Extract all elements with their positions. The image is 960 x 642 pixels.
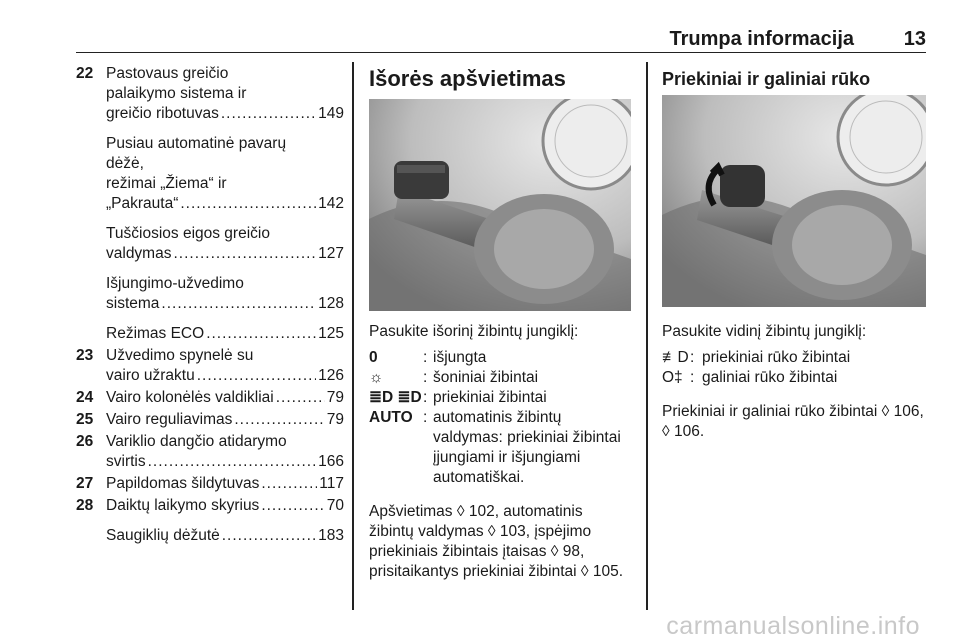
index-entry [76, 346, 344, 386]
dot-leader [148, 452, 317, 472]
entry-leader[interactable] [106, 388, 344, 408]
light-symbol-icon: ☼ [369, 369, 384, 386]
index-entry [76, 410, 344, 430]
page-ref: 70 [326, 497, 344, 514]
symbol-row [369, 408, 631, 488]
symbol-description: priekiniai žibintai [433, 389, 547, 406]
separator: : [423, 389, 428, 406]
dot-leader [261, 474, 317, 494]
index-entry [76, 134, 344, 214]
entry-text: Pusiau automatinė pavarų [106, 135, 287, 152]
page-ref: 149 [318, 105, 344, 122]
entry-text: Saugiklių dėžutė [106, 527, 220, 544]
cross-references: Priekiniai ir galiniai rūko žibintai ◊ 106, ◊ 106. [662, 403, 924, 440]
entry-text: dėžė, [106, 155, 144, 172]
callout-number: 22 [76, 65, 94, 82]
separator: : [690, 349, 695, 366]
index-entry [76, 274, 344, 314]
symbol-description: priekiniai rūko žibintai [702, 349, 851, 366]
dot-leader [261, 496, 324, 516]
dot-leader [276, 388, 325, 408]
page-ref: 79 [326, 411, 344, 428]
entry-text: svirtis [106, 453, 146, 470]
dot-leader [222, 526, 316, 546]
page-ref: 126 [318, 367, 344, 384]
page-header [76, 24, 926, 53]
entry-leader[interactable] [106, 366, 344, 386]
instruction-text: Pasukite vidinį žibintų jungiklį: [662, 323, 867, 340]
light-symbol-icon: AUTO [369, 409, 413, 426]
page-ref: 142 [318, 195, 344, 212]
fog-switch-photo [662, 95, 926, 307]
symbol-description: automatinis žibintų valdymas: priekiniai žibintai įjungiami ir išjungiami automatiškai. [433, 409, 621, 486]
page-ref: 127 [318, 245, 344, 262]
entry-text: Vairo reguliavimas [106, 411, 233, 428]
index-entry [76, 64, 344, 124]
entry-leader[interactable] [106, 474, 344, 494]
separator: : [423, 409, 428, 426]
callout-number: 26 [76, 433, 94, 450]
entry-text: vairo užraktu [106, 367, 195, 384]
section-title: Išorės apšvietimas [369, 66, 566, 91]
index-entry [76, 474, 344, 494]
page-ref: 128 [318, 295, 344, 312]
separator: : [423, 369, 428, 386]
separator: : [423, 349, 428, 366]
dot-leader [180, 194, 316, 214]
index-entry [76, 324, 344, 344]
column-divider [646, 62, 648, 610]
dot-leader [173, 244, 316, 264]
symbol-row [369, 368, 631, 388]
entry-text: Išjungimo-užvedimo [106, 275, 244, 292]
entry-text: Užvedimo spynelė su [106, 347, 254, 364]
column-divider [352, 62, 354, 610]
dot-leader [197, 366, 316, 386]
light-symbol-icon: ≣D ≣D [369, 389, 422, 406]
callout-number: 23 [76, 347, 94, 364]
entry-text: Tuščiosios eigos greičio [106, 225, 270, 242]
index-list [76, 64, 344, 546]
entry-text: palaikymo sistema ir [106, 85, 247, 102]
entry-leader[interactable] [106, 496, 344, 516]
fog-light-icon: O‡ [662, 369, 683, 386]
entry-leader[interactable] [106, 244, 344, 264]
exterior-lighting-section [369, 64, 631, 94]
symbol-list [662, 348, 927, 388]
page-number: 13 [903, 28, 926, 50]
light-symbol-icon: 0 [369, 349, 378, 366]
entry-leader[interactable] [106, 194, 344, 214]
symbol-row [662, 368, 927, 388]
entry-leader[interactable] [106, 324, 344, 344]
page-ref: 125 [318, 325, 344, 342]
entry-text: greičio ribotuvas [106, 105, 219, 122]
entry-text: Pastovaus greičio [106, 65, 229, 82]
exterior-lighting-body [369, 322, 631, 582]
light-switch-photo [369, 99, 631, 311]
symbol-description: šoniniai žibintai [433, 369, 539, 386]
entry-leader[interactable] [106, 410, 344, 430]
callout-number: 24 [76, 389, 94, 406]
entry-text: „Pakrauta“ [106, 195, 179, 212]
section-title: Priekiniai ir galiniai rūko [662, 69, 871, 89]
symbol-list [369, 348, 631, 488]
entry-leader[interactable] [106, 526, 344, 546]
entry-text: Daiktų laikymo skyrius [106, 497, 260, 514]
entry-text: Variklio dangčio atidarymo [106, 433, 287, 450]
index-entry [76, 526, 344, 546]
symbol-row [662, 348, 927, 368]
page-ref: 117 [319, 475, 344, 492]
callout-number: 25 [76, 411, 94, 428]
entry-text: valdymas [106, 245, 172, 262]
index-entry [76, 388, 344, 408]
index-entry [76, 224, 344, 264]
entry-text: Vairo kolonėlės valdikliai [106, 389, 274, 406]
symbol-description: galiniai rūko žibintai [702, 369, 838, 386]
callout-number: 28 [76, 497, 94, 514]
index-entry [76, 496, 344, 516]
entry-text: Papildomas šildytuvas [106, 475, 260, 492]
separator: : [690, 369, 695, 386]
dot-leader [161, 294, 316, 314]
symbol-row [369, 348, 631, 368]
page-ref: 79 [326, 389, 344, 406]
cross-references: Apšvietimas ◊ 102, automatinis žibintų valdymas ◊ 103, įspėjimo priekiniais žibintais įtaisas ◊ 98, prisitaikantys priekiniai žibintai ◊ 105. [369, 503, 624, 580]
dot-leader [234, 410, 324, 430]
entry-leader[interactable] [106, 452, 344, 472]
fog-light-icon: ≢D [662, 349, 689, 366]
dot-leader [206, 324, 316, 344]
symbol-description: išjungta [433, 349, 487, 366]
entry-leader[interactable] [106, 294, 344, 314]
entry-text: Režimas ECO [106, 325, 205, 342]
page-ref: 166 [318, 453, 344, 470]
symbol-row [369, 388, 631, 408]
watermark: carmanualsonline.info [666, 612, 920, 640]
dot-leader [221, 104, 316, 124]
fog-lights-body [662, 322, 927, 442]
entry-text: sistema [106, 295, 160, 312]
entry-leader[interactable] [106, 104, 344, 124]
instruction-text: Pasukite išorinį žibintų jungiklį: [369, 323, 579, 340]
index-entry [76, 432, 344, 472]
entry-text: režimai „Žiema“ ir [106, 175, 227, 192]
callout-number: 27 [76, 475, 94, 492]
page-ref: 183 [318, 527, 344, 544]
header-title: Trumpa informacija [669, 28, 854, 50]
